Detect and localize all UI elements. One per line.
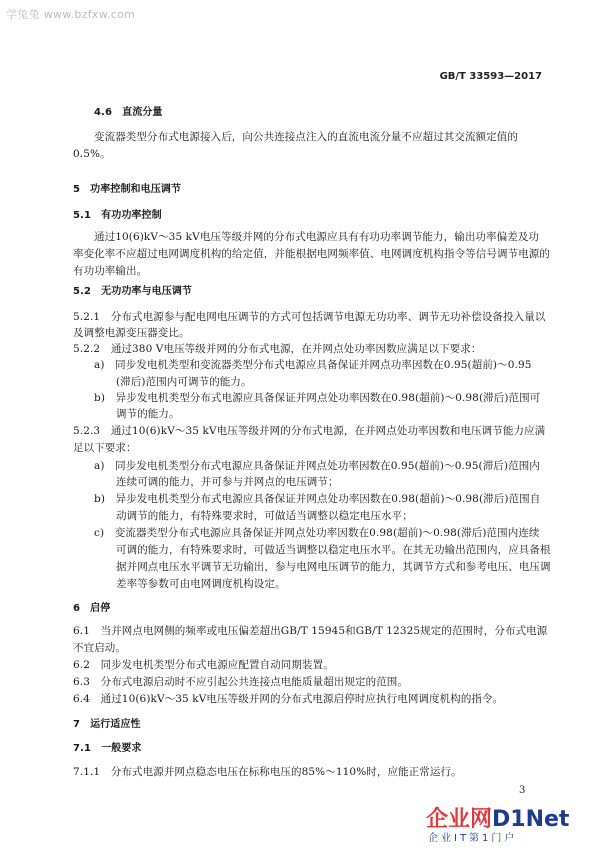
standard-code-header: GB/T 33593—2017 (439, 71, 542, 82)
list-item-line: b) 异步发电机类型分布式电源应具备保证并网点处功率因数在0.98(超前)～0.98(滞后)范围可 (94, 392, 541, 404)
paragraph-line: 及调整电源变压器变比。 (73, 327, 190, 339)
paragraph-line: 7.1.1 分布式电源并网点稳态电压在标称电压的85%～110%时，应能正常运行。 (73, 766, 462, 778)
d1net-logo (426, 802, 592, 842)
paragraph-line: 5.2.1 分布式电源参与配电网电压调节的方式可包括调节电源无功功率、调节无功补偿设备投入量以 (73, 311, 546, 323)
paragraph-line: 0.5%。 (73, 148, 111, 160)
section-heading-5-2: 5.2 无功功率与电压调节 (73, 286, 193, 297)
page-number: 3 (519, 785, 526, 796)
paragraph-line: 6.4 通过10(6)kV～35 kV电压等级并网的分布式电源启停时应执行电网调度机构的指令。 (73, 693, 504, 705)
list-item-line: a) 同步发电机类型和变流器类型分布式电源应具备保证并网点功率因数在0.95(超前)～0.95 (94, 359, 532, 371)
paragraph-line: 足以下要求： (73, 442, 137, 454)
section-heading-7: 7 运行适应性 (73, 719, 141, 730)
paragraph-line: 不宜启动。 (73, 642, 126, 654)
list-item-line: 连续可调的能力，并可参与并网点的电压调节； (116, 476, 339, 488)
logo-blue-text: D1Net (492, 807, 570, 832)
paragraph-line: 6.3 分布式电源启动时不应引起公共连接点电能质量超出规定的范围。 (73, 676, 408, 688)
list-item-line: 据并网点电压水平调节无功输出，参与电网电压调节的能力，其调节方式和参考电压、电压调 (116, 561, 551, 573)
list-item-line: a) 同步发电机类型分布式电源应具备保证并网点处功率因数在0.95(超前)～0.95(滞后)范围内 (94, 460, 540, 472)
paragraph-line: 5.2.3 通过10(6)kV～35 kV电压等级并网的分布式电源，在并网点处功率因数和电压调节能力应满 (73, 425, 546, 437)
paragraph-line: 6.1 当并网点电网侧的频率或电压偏差超出GB/T 15945和GB/T 12325规定的范围时，分布式电源 (73, 625, 548, 637)
list-item-line: 动调节的能力，有特殊要求时，可做适当调整以稳定电压水平； (116, 510, 413, 522)
list-item-line: (滞后)范围内可调节的能力。 (116, 376, 252, 388)
logo-subtitle: 企业IT第1门户 (428, 833, 518, 844)
section-heading-5-1: 5.1 有功功率控制 (73, 210, 162, 221)
list-item-line: b) 异步发电机类型分布式电源应具备保证并网点处功率因数在0.98(超前)～0.98(滞后)范围自 (94, 493, 541, 505)
site-watermark: 学兔兔 www.bzfxw.com (6, 8, 136, 21)
paragraph-line: 变流器类型分布式电源接入后，向公共连接点注入的直流电流分量不应超过其交流额定值的 (94, 131, 518, 143)
list-item-line: 差率等参数可由电网调度机构设定。 (116, 578, 286, 590)
section-heading-5: 5 功率控制和电压调节 (73, 184, 182, 195)
list-item-line: c) 变流器类型分布式电源应具备保证并网点处功率因数在0.98(超前)～0.98(滞后)范围内连续 (94, 527, 540, 539)
section-heading-4-6: 4.6 直流分量 (94, 107, 163, 118)
paragraph-line: 6.2 同步发电机类型分布式电源应配置自动同期装置。 (73, 659, 334, 671)
paragraph-line: 有功功率输出。 (73, 265, 148, 277)
paragraph-line: 通过10(6)kV～35 kV电压等级并网的分布式电源应具有有功功率调节能力，输出功率偏差及功 (94, 231, 540, 243)
paragraph-line: 率变化率不应超过电网调度机构的给定值，并能根据电网频率值、电网调度机构指令等信号调节电源的 (73, 248, 550, 260)
logo-red-text: 企业网 (426, 807, 493, 832)
list-item-line: 调节的能力。 (116, 408, 180, 420)
section-heading-6: 6 启停 (73, 603, 111, 614)
section-heading-7-1: 7.1 一般要求 (73, 743, 142, 754)
paragraph-line: 5.2.2 通过380 V电压等级并网的分布式电源，在并网点处功率因数应满足以下要求： (73, 343, 482, 355)
list-item-line: 可调的能力，有特殊要求时，可做适当调整以稳定电压水平。在其无功输出范围内，应具备根 (116, 544, 551, 556)
